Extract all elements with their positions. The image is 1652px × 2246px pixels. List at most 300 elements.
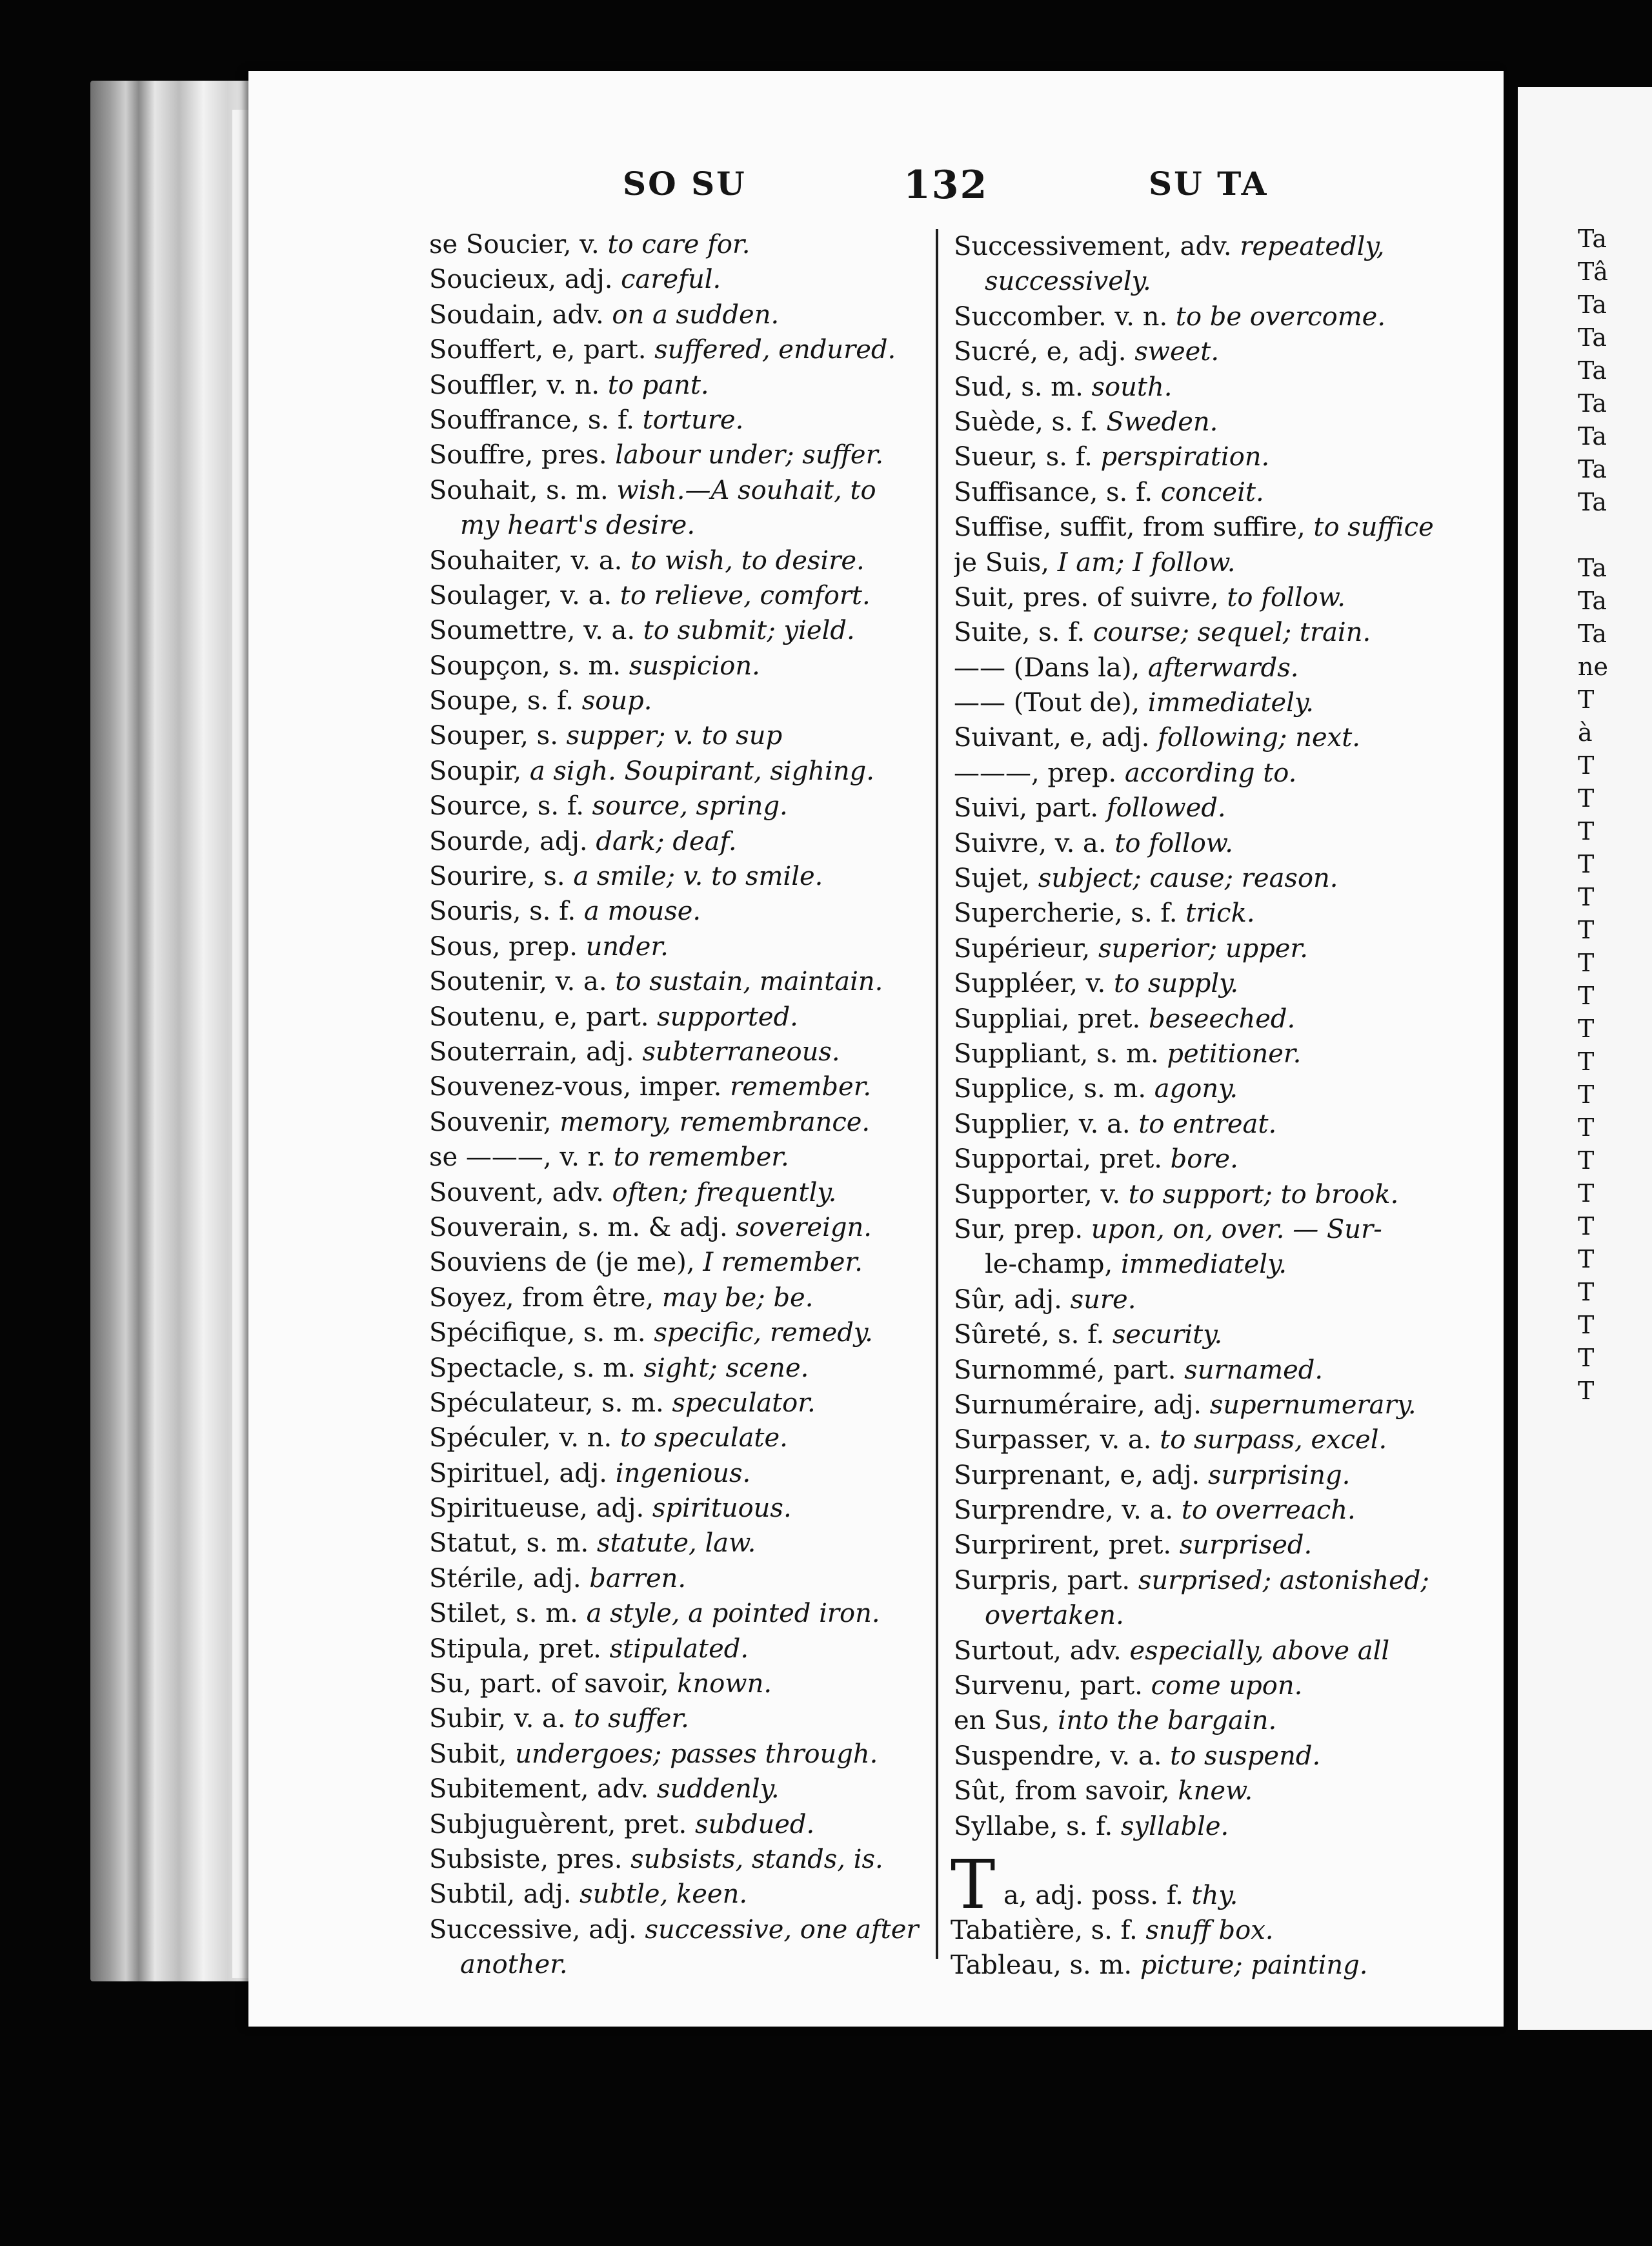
edge-fragment: T <box>1578 1344 1595 1372</box>
entry-headword: Sueur, s. f. <box>954 442 1101 472</box>
dictionary-entry <box>429 1245 920 1280</box>
entry-headword: Subitement, adv. <box>429 1774 657 1805</box>
dictionary-entry <box>954 1177 1457 1212</box>
entry-gloss: surprised; astonished; <box>1138 1565 1429 1595</box>
running-head-right: SU TA <box>1149 165 1269 203</box>
entry-gloss: torture. <box>642 405 744 435</box>
entry-gloss: to entreat. <box>1138 1109 1277 1139</box>
dictionary-entry <box>951 1948 1367 1983</box>
dictionary-entry <box>429 1666 920 1701</box>
dictionary-entry <box>429 1526 920 1561</box>
entry-headword: Soutenu, e, part. <box>429 1002 658 1032</box>
entry-headword: Souvenez-vous, imper. <box>429 1072 730 1102</box>
entry-gloss: careful. <box>621 265 721 295</box>
entry-gloss: often; frequently. <box>612 1177 837 1208</box>
dictionary-entry <box>954 896 1457 931</box>
dictionary-entry <box>954 1739 1457 1774</box>
edge-fragment: Ta <box>1578 620 1607 648</box>
entry-headword: Successivement, adv. <box>954 232 1240 261</box>
entry-gloss: trick. <box>1185 898 1255 929</box>
entry-headword: Statut, s. m. <box>429 1528 597 1559</box>
dictionary-entry <box>429 1315 920 1350</box>
entry-gloss: supported. <box>657 1002 798 1032</box>
entry-gloss: knew. <box>1178 1776 1253 1806</box>
edge-fragment: T <box>1578 1245 1595 1273</box>
entry-headword: Supporter, v. <box>954 1179 1129 1209</box>
dictionary-entry <box>429 964 920 999</box>
dictionary-entry <box>429 1632 920 1666</box>
next-page-text-fragments <box>1578 223 1608 1408</box>
dictionary-entry <box>429 508 920 543</box>
dictionary-entry <box>429 1351 920 1386</box>
dictionary-entry <box>429 1772 920 1806</box>
entry-gloss: to supply. <box>1113 969 1239 999</box>
dictionary-entry <box>954 685 1457 720</box>
dictionary-entry <box>954 1598 1457 1633</box>
entry-gloss: to sustain, maintain. <box>615 967 883 997</box>
entry-headword: Surprendre, v. a. <box>954 1495 1182 1526</box>
entry-headword: se Soucier, v. <box>429 230 608 259</box>
entry-headword: Supérieur, <box>954 933 1098 964</box>
entry-gloss: come upon. <box>1151 1671 1303 1701</box>
entry-gloss: south. <box>1091 372 1173 402</box>
edge-fragment: T <box>1578 1278 1595 1306</box>
dictionary-entry <box>429 543 920 578</box>
entry-headword: —— (Dans la), <box>954 653 1148 683</box>
entry-headword: Surpasser, v. a. <box>954 1425 1160 1455</box>
dictionary-entry <box>954 1422 1457 1457</box>
entry-gloss: to surpass, excel. <box>1160 1425 1387 1455</box>
entry-gloss: known. <box>677 1669 772 1699</box>
entry-headword: Surtout, adv. <box>954 1635 1130 1666</box>
entry-gloss: repeatedly, <box>1240 232 1385 261</box>
entry-gloss: may be; be. <box>661 1282 814 1313</box>
entry-headword: Souterrain, adj. <box>429 1037 643 1067</box>
entry-headword: Surpris, part. <box>954 1565 1138 1595</box>
edge-fragment: à <box>1578 718 1593 747</box>
entry-headword: Sûreté, s. f. <box>954 1320 1113 1350</box>
entry-headword: Subtil, adj. <box>429 1879 580 1910</box>
entry-gloss: to be overcome. <box>1175 301 1386 332</box>
dictionary-entry <box>429 929 920 964</box>
entry-gloss: ingenious. <box>615 1458 751 1488</box>
edge-fragment: Ta <box>1578 356 1607 385</box>
dictionary-entry <box>954 826 1457 861</box>
entry-headword: Suivant, e, adj. <box>954 723 1158 753</box>
dictionary-entry <box>951 1913 1273 1948</box>
dictionary-entry <box>429 894 920 929</box>
entry-gloss: Sweden. <box>1106 407 1218 437</box>
dictionary-entry <box>954 1774 1457 1808</box>
dictionary-entry <box>954 1317 1457 1352</box>
dictionary-entry <box>954 1002 1457 1037</box>
entry-gloss: I remember. <box>703 1248 863 1278</box>
entry-gloss: barren. <box>589 1563 687 1593</box>
entry-headword: Sud, s. m. <box>954 372 1092 402</box>
dictionary-entry <box>954 1071 1457 1106</box>
entry-headword: Supplice, s. m. <box>954 1074 1154 1104</box>
dictionary-entry <box>429 1069 920 1104</box>
entry-gloss: subtle, keen. <box>579 1879 748 1910</box>
entry-headword: Souverain, s. m. & adj. <box>429 1212 736 1242</box>
entry-gloss: conceit. <box>1160 477 1264 507</box>
entry-headword: Succomber. v. n. <box>954 301 1176 332</box>
edge-fragment: Ta <box>1578 554 1607 582</box>
entry-gloss: undergoes; passes through. <box>515 1739 878 1769</box>
entry-headword: Surprenant, e, adj. <box>954 1460 1208 1490</box>
entry-headword: Souhaiter, v. a. <box>429 545 631 576</box>
entry-gloss: to follow. <box>1114 828 1233 858</box>
entry-gloss: sight; scene. <box>643 1353 809 1383</box>
dictionary-entry <box>954 1107 1457 1142</box>
entry-gloss: perspiration. <box>1100 442 1270 472</box>
entry-gloss: upon, on, over. — Sur- <box>1091 1214 1382 1244</box>
entry-gloss: beseeched. <box>1148 1004 1296 1034</box>
dictionary-entry <box>954 1142 1457 1177</box>
entry-gloss: picture; painting. <box>1140 1950 1368 1980</box>
dictionary-entry <box>429 578 920 613</box>
dictionary-entry <box>429 1421 920 1455</box>
entry-gloss: followed. <box>1106 793 1226 824</box>
dictionary-entry <box>429 298 920 332</box>
dictionary-entry <box>954 791 1457 825</box>
entry-gloss: course; sequel; train. <box>1093 618 1371 648</box>
edge-fragment: T <box>1578 1047 1595 1076</box>
dictionary-entry <box>954 615 1457 650</box>
entry-gloss: to follow. <box>1227 582 1345 612</box>
entry-headword: Soupçon, s. m. <box>429 651 629 681</box>
edge-fragment: Tâ <box>1578 258 1608 286</box>
entry-gloss: snuff box. <box>1145 1916 1274 1945</box>
entry-headword: Source, s. f. <box>429 791 592 822</box>
edge-fragment: T <box>1578 1311 1595 1339</box>
dictionary-entry <box>429 1561 920 1596</box>
entry-headword: Soyez, from être, <box>429 1282 662 1313</box>
entry-gloss: subterraneous. <box>642 1037 840 1067</box>
dictionary-entry <box>954 370 1457 405</box>
entry-gloss: statute, law. <box>596 1528 756 1559</box>
entry-gloss: to suffice <box>1313 512 1434 543</box>
entry-gloss: dark; deaf. <box>596 826 737 856</box>
dictionary-entry <box>954 440 1457 474</box>
entry-headword: Souvenir, <box>429 1107 560 1137</box>
dictionary-entry <box>954 861 1457 896</box>
drop-capital: T <box>951 1845 996 1924</box>
entry-headword: Soupir, <box>429 756 530 786</box>
dictionary-entry <box>954 1458 1457 1493</box>
entry-headword: en Sus, <box>954 1706 1058 1736</box>
dictionary-entry <box>954 1247 1457 1282</box>
dictionary-entry <box>954 264 1457 299</box>
entry-gloss: suffered, endured. <box>654 335 896 365</box>
dictionary-entry <box>954 405 1457 440</box>
edge-fragment: T <box>1578 1113 1595 1142</box>
entry-headword: Souviens de (je me), <box>429 1248 703 1278</box>
entry-gloss: to relieve, comfort. <box>620 580 871 611</box>
edge-fragment: T <box>1578 916 1595 944</box>
entry-headword: Survenu, part. <box>954 1671 1151 1701</box>
entry-gloss: spirituous. <box>652 1493 792 1524</box>
entry-gloss: speculator. <box>672 1388 816 1418</box>
entry-gloss: security. <box>1112 1320 1223 1350</box>
dictionary-entry <box>429 1000 920 1035</box>
entry-gloss: afterwards. <box>1147 653 1299 683</box>
entry-headword: Sûr, adj. <box>954 1284 1071 1315</box>
dictionary-entry <box>429 227 920 262</box>
entry-gloss: subsists, stands, is. <box>630 1844 883 1874</box>
entry-headword: Soutenir, v. a. <box>429 967 616 997</box>
entry-gloss: to care for. <box>607 230 750 259</box>
entry-headword: Subir, v. a. <box>429 1704 574 1734</box>
entry-gloss: labour under; suffer. <box>615 440 884 470</box>
entry-gloss: supper; v. to sup <box>566 721 783 751</box>
dictionary-entry <box>954 651 1457 685</box>
dictionary-entry <box>954 1668 1457 1703</box>
entry-gloss: remember. <box>730 1072 872 1102</box>
entry-headword: —— (Tout de), <box>954 688 1148 718</box>
entry-headword: Spécifique, s. m. <box>429 1318 654 1348</box>
entry-gloss: syllable. <box>1120 1811 1229 1841</box>
dictionary-entry <box>954 475 1457 510</box>
entry-gloss: successively. <box>985 267 1151 297</box>
dictionary-entry <box>429 683 920 718</box>
entry-headword: Sourde, adj. <box>429 826 596 856</box>
entry-gloss: overtaken. <box>985 1601 1124 1631</box>
entry-headword: Spirituel, adj. <box>429 1458 616 1488</box>
entry-headword: Suffisance, s. f. <box>954 477 1161 507</box>
dictionary-entry <box>954 1528 1457 1563</box>
dictionary-entry <box>429 1877 920 1912</box>
entry-headword: Sourire, s. <box>429 862 574 892</box>
dictionary-entry <box>429 649 920 683</box>
entry-headword: Spectacle, s. m. <box>429 1353 644 1383</box>
entry-gloss: a sigh. Soupirant, sighing. <box>529 756 874 786</box>
entry-gloss: another. <box>460 1950 568 1980</box>
book-page-stack <box>90 81 252 1981</box>
entry-gloss: sure. <box>1070 1284 1136 1315</box>
entry-headword: Suppliai, pret. <box>954 1004 1149 1034</box>
entry-headword: Soucieux, adj. <box>429 265 621 295</box>
edge-fragment: T <box>1578 784 1595 813</box>
edge-fragment: T <box>1578 1080 1595 1109</box>
entry-headword: Spiritueuse, adj. <box>429 1493 652 1524</box>
right-column-entries <box>954 229 1457 1844</box>
entry-headword: Suspendre, v. a. <box>954 1741 1171 1771</box>
entry-headword: Tableau, s. m. <box>951 1950 1140 1980</box>
page-number: 132 <box>903 163 989 208</box>
entry-gloss: subject; cause; reason. <box>1038 864 1338 894</box>
entry-gloss: wish.—A souhait, to <box>616 475 876 505</box>
dictionary-entry <box>429 262 920 297</box>
entry-gloss: memory, remembrance. <box>559 1107 871 1137</box>
dictionary-entry <box>954 966 1457 1001</box>
dictionary-entry <box>429 332 920 367</box>
entry-headword: Spéculateur, s. m. <box>429 1388 672 1418</box>
edge-fragment: Ta <box>1578 323 1607 352</box>
entry-headword: Subit, <box>429 1739 516 1769</box>
entry-headword: Suite, s. f. <box>954 618 1093 648</box>
entry-headword: Stérile, adj. <box>429 1563 590 1593</box>
dictionary-entry <box>954 229 1457 264</box>
entry-headword: Spéculer, v. n. <box>429 1423 620 1453</box>
entry-headword: Suit, pres. of suivre, <box>954 582 1227 612</box>
entry-gloss: thy. <box>1191 1881 1238 1910</box>
dictionary-entry <box>954 756 1457 791</box>
dictionary-entry <box>954 1353 1457 1388</box>
entry-gloss: bore. <box>1170 1144 1238 1175</box>
dictionary-entry <box>429 1280 920 1315</box>
dictionary-entry <box>954 510 1457 545</box>
entry-gloss: to suspend. <box>1170 1741 1321 1771</box>
entry-gloss: under. <box>585 931 669 962</box>
edge-fragment: Ta <box>1578 422 1607 450</box>
entry-gloss: immediately. <box>1120 1249 1287 1280</box>
dictionary-entry <box>429 859 920 894</box>
entry-headword: Suffise, suffit, from suffire, <box>954 512 1314 543</box>
dictionary-entry <box>429 1807 920 1842</box>
entry-headword: Sucré, e, adj. <box>954 337 1135 367</box>
entry-headword: Tabatière, s. f. <box>951 1916 1146 1945</box>
entry-headword: le-champ, <box>985 1249 1121 1280</box>
entry-gloss: suspicion. <box>629 651 760 681</box>
entry-gloss: successive, one after <box>645 1914 919 1945</box>
entry-gloss: soup. <box>581 686 652 716</box>
dictionary-entry <box>954 1634 1457 1668</box>
entry-gloss: to submit; yield. <box>643 616 855 646</box>
dictionary-entry <box>954 299 1457 334</box>
dictionary-entry <box>429 1596 920 1631</box>
dictionary-entry <box>429 789 920 824</box>
entry-gloss: following; next. <box>1158 723 1360 753</box>
dictionary-entry <box>954 1037 1457 1071</box>
dictionary-entry <box>429 1105 920 1140</box>
entry-headword: Souffrance, s. f. <box>429 405 643 435</box>
edge-fragment: Ta <box>1578 587 1607 615</box>
dictionary-entry <box>429 1737 920 1772</box>
entry-headword: Suivi, part. <box>954 793 1107 824</box>
entry-headword: a, adj. poss. f. <box>1003 1881 1192 1910</box>
dictionary-entry <box>954 1493 1457 1528</box>
entry-gloss: petitioner. <box>1167 1038 1302 1069</box>
entry-gloss: a smile; v. to smile. <box>573 862 823 892</box>
running-head-left: SO SU <box>623 165 747 203</box>
edge-fragment: T <box>1578 817 1595 845</box>
entry-gloss: a style, a pointed iron. <box>586 1599 880 1629</box>
entry-gloss: sweet. <box>1134 337 1220 367</box>
edge-fragment: ne <box>1578 653 1608 681</box>
entry-gloss: source, spring. <box>592 791 788 822</box>
entry-gloss: my heart's desire. <box>460 511 696 541</box>
dictionary-entry <box>954 1809 1457 1844</box>
column-divider <box>936 229 938 1959</box>
entry-headword: Sur, prep. <box>954 1214 1091 1244</box>
entry-gloss: I am; I follow. <box>1057 547 1236 578</box>
dictionary-entry <box>429 1912 920 1947</box>
edge-fragment: T <box>1578 751 1595 780</box>
entry-gloss: sovereign. <box>736 1212 872 1242</box>
entry-headword: Suivre, v. a. <box>954 828 1115 858</box>
edge-fragment: Ta <box>1578 455 1607 483</box>
entry-gloss: surprised. <box>1179 1530 1313 1561</box>
dictionary-entry <box>429 1386 920 1421</box>
edge-fragment: T <box>1578 949 1595 977</box>
entry-headword: Surnommé, part. <box>954 1355 1185 1385</box>
entry-headword: Surnuméraire, adj. <box>954 1390 1210 1420</box>
entry-gloss: to speculate. <box>620 1423 788 1453</box>
entry-headword: je Suis, <box>954 547 1058 578</box>
entry-gloss: to support; to brook. <box>1128 1179 1399 1209</box>
entry-headword: Stipula, pret. <box>429 1634 610 1664</box>
edge-fragment: Ta <box>1578 290 1607 319</box>
dictionary-entry <box>954 1563 1457 1598</box>
entry-headword: Sous, prep. <box>429 931 586 962</box>
entry-gloss: according to. <box>1124 758 1297 788</box>
entry-gloss: especially, above all <box>1129 1635 1390 1666</box>
edge-fragment: Ta <box>1578 488 1607 516</box>
edge-fragment: Ta <box>1578 389 1607 418</box>
edge-fragment: T <box>1578 1377 1595 1405</box>
dictionary-entry <box>429 473 920 508</box>
dictionary-entry <box>954 1282 1457 1317</box>
dictionary-entry <box>954 931 1457 966</box>
entry-headword: Souhait, s. m. <box>429 475 617 505</box>
dictionary-entry <box>429 1842 920 1877</box>
entry-headword: Surprirent, pret. <box>954 1530 1180 1561</box>
entry-headword: Successive, adj. <box>429 1914 645 1945</box>
entry-headword: Souper, s. <box>429 721 567 751</box>
entry-gloss: to remember. <box>613 1142 789 1173</box>
entry-headword: Supercherie, s. f. <box>954 898 1186 929</box>
entry-gloss: specific, remedy. <box>654 1318 873 1348</box>
dictionary-entry <box>429 718 920 753</box>
edge-fragment: T <box>1578 982 1595 1010</box>
entry-gloss: surnamed. <box>1184 1355 1324 1385</box>
entry-headword: Souvent, adv. <box>429 1177 612 1208</box>
entry-gloss: agony. <box>1154 1074 1238 1104</box>
entry-gloss: stipulated. <box>609 1634 749 1664</box>
dictionary-entry <box>954 1212 1457 1247</box>
edge-fragment: T <box>1578 850 1595 878</box>
entry-headword: Suppléer, v. <box>954 969 1114 999</box>
entry-headword: Souffre, pres. <box>429 440 616 470</box>
entry-headword: Su, part. of savoir, <box>429 1669 678 1699</box>
dictionary-entry <box>429 1947 920 1982</box>
entry-headword: Souffert, e, part. <box>429 335 655 365</box>
left-column-entries <box>429 227 920 1983</box>
entry-gloss: suddenly. <box>656 1774 780 1805</box>
entry-gloss: subdued. <box>694 1809 815 1839</box>
entry-headword: Souffler, v. n. <box>429 370 608 400</box>
entry-headword: Syllabe, s. f. <box>954 1811 1121 1841</box>
entry-gloss: surprising. <box>1207 1460 1351 1490</box>
dictionary-entry <box>954 720 1457 755</box>
entry-headword: Souris, s. f. <box>429 896 584 927</box>
entry-headword: Sujet, <box>954 864 1038 894</box>
dictionary-entry <box>954 580 1457 615</box>
entry-headword: Subsiste, pres. <box>429 1844 631 1874</box>
entry-gloss: into the bargain. <box>1058 1706 1277 1736</box>
edge-fragment: T <box>1578 1015 1595 1043</box>
edge-fragment: T <box>1578 1212 1595 1240</box>
dictionary-entry <box>429 754 920 789</box>
entry-headword: Suède, s. f. <box>954 407 1107 437</box>
dictionary-entry <box>429 824 920 859</box>
dictionary-entry <box>1003 1878 1238 1913</box>
entry-gloss: to wish, to desire. <box>630 545 865 576</box>
edge-fragment: T <box>1578 883 1595 911</box>
entry-headword: Soulager, v. a. <box>429 580 620 611</box>
entry-headword: Soudain, adv. <box>429 299 612 330</box>
